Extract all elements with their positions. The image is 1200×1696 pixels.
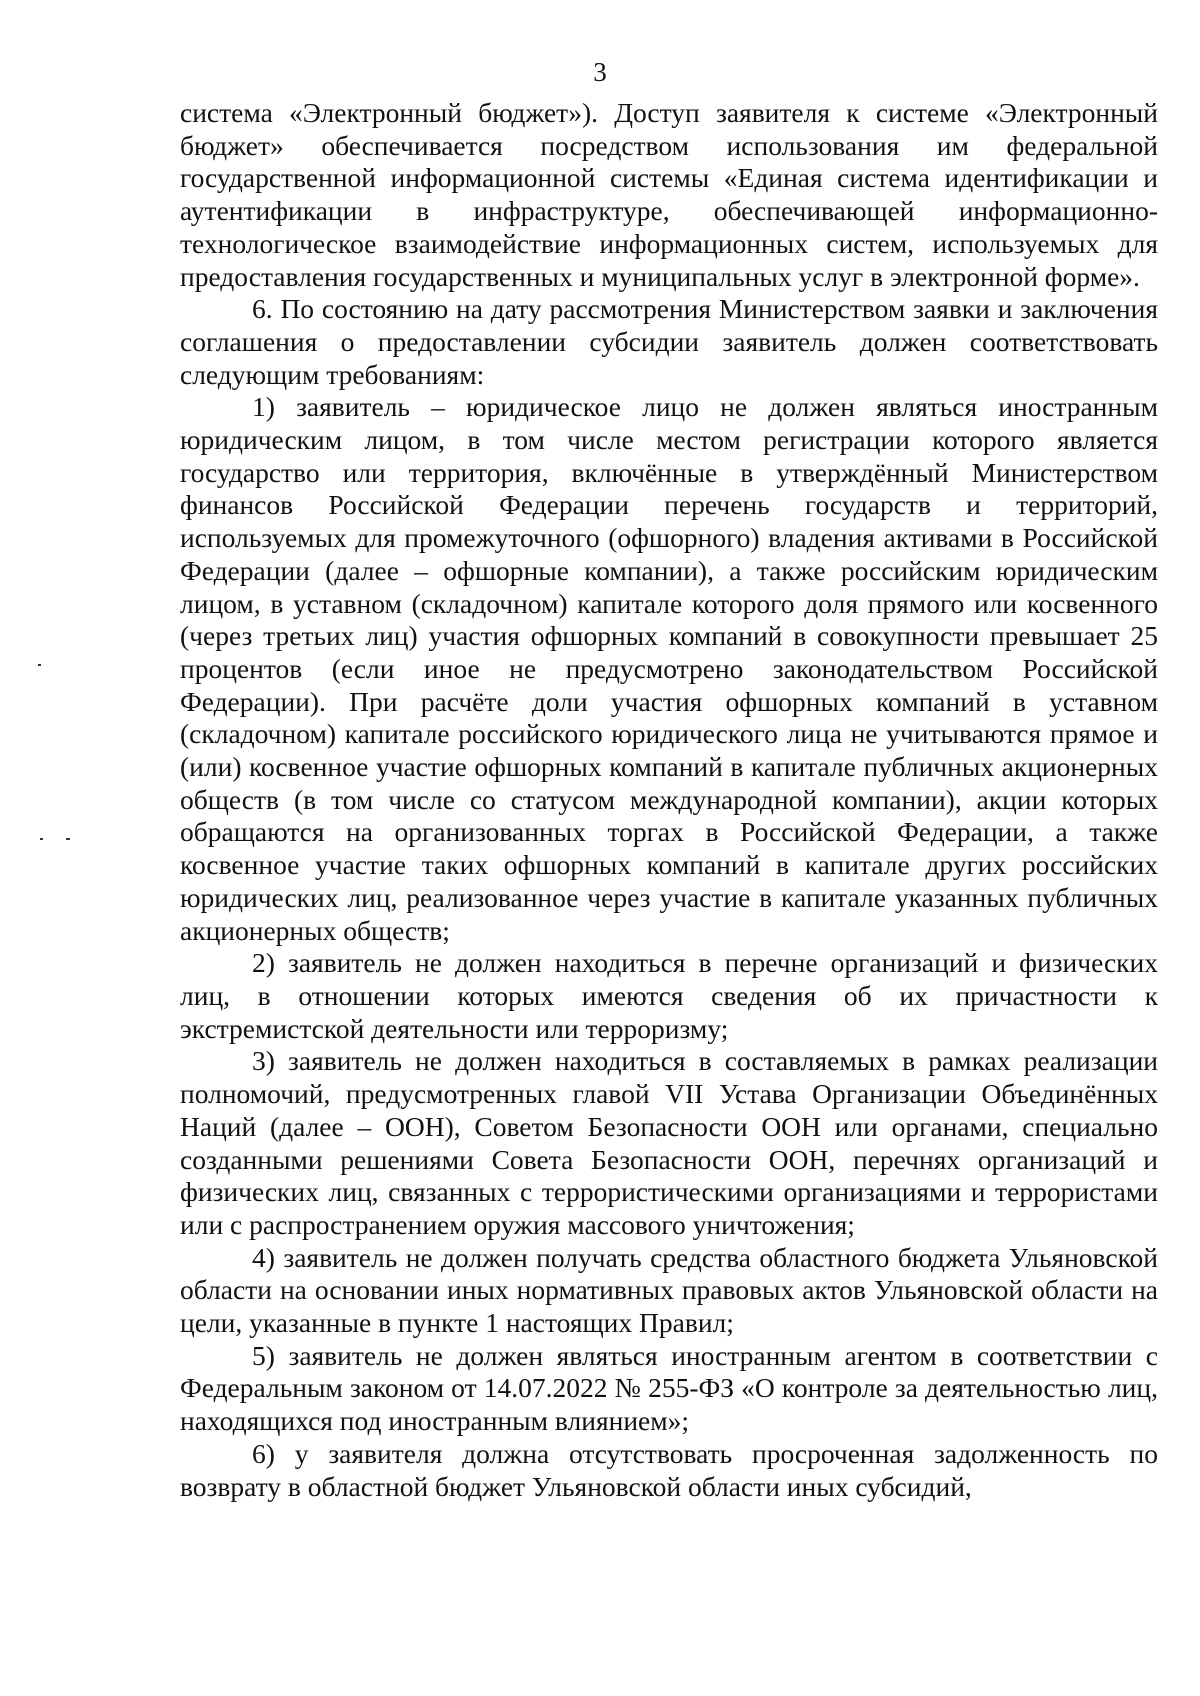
paragraph-subitem-6: 6) у заявителя должна отсутствовать просроченная задолженность по возврату в областной бюджет Ульяновской области иных субсидий, — [180, 1437, 1158, 1502]
scan-mark — [66, 838, 70, 840]
paragraph-subitem-3: 3) заявитель не должен находиться в составляемых в рамках реализации полномочий, предусмотренных главой VII Устава Организации Объединённых Наций (далее – ООН), Советом Безопасности ООН или органами, специально созданными решениями Совета Безопасности ООН, перечнях организаций и физических лиц, связанных с террористическими организациями и террористами или с распространением оружия массового уничтожения; — [180, 1045, 1158, 1240]
paragraph-subitem-1: 1) заявитель – юридическое лицо не должен являться иностранным юридическим лицом, в том числе местом регистрации которого является государство или территория, включённые в утверждённый Министерством финансов Российской Федерации перечень государств и территорий, используемых для промежуточного (офшорного) владения активами в Российской Федерации (далее – офшорные компании), а также российским юридическим лицом, в уставном (складочном) капитале которого доля прямого или косвенного (через третьих лиц) участия офшорных компаний в совокупности превышает 25 процентов (если иное не предусмотрено законодательством Российской Федерации). При расчёте доли участия офшорных компаний в уставном (складочном) капитале российского юридического лица не учитываются прямое и (или) косвенное участие офшорных компаний в капитале публичных акционерных обществ (в том числе со статусом международной компании), акции которых обращаются на организованных торгах в Российской Федерации, а также косвенное участие таких офшорных компаний в капитале других российских юридических лиц, реализованное через участие в капитале указанных публичных акционерных обществ; — [180, 391, 1158, 946]
scan-mark — [38, 664, 41, 666]
paragraph-subitem-4: 4) заявитель не должен получать средства областного бюджета Ульяновской области на основании иных нормативных правовых актов Ульяновской области на цели, указанные в пункте 1 настоящих Правил; — [180, 1241, 1158, 1339]
paragraph-subitem-2: 2) заявитель не должен находиться в перечне организаций и физических лиц, в отношении которых имеются сведения об их причастности к экстремистской деятельности или терроризму; — [180, 947, 1158, 1044]
paragraph-continuation: система «Электронный бюджет»). Доступ заявителя к системе «Электронный бюджет» обеспечивается посредством использования им федеральной государственной информационной системы «Единая система идентификации и аутентификации в инфраструктуре, обеспечивающей информационно-технологическое взаимодействие информационных систем, используемых для предоставления государственных и муниципальных услуг в электронной форме». — [180, 97, 1158, 292]
document-body — [180, 97, 1158, 1503]
page-number: 3 — [593, 57, 607, 87]
paragraph-subitem-5: 5) заявитель не должен являться иностранным агентом в соответствии с Федеральным законом от 14.07.2022 № 255-ФЗ «О контроле за деятельностью лиц, находящихся под иностранным влиянием»; — [180, 1339, 1158, 1437]
paragraph-item-6: 6. По состоянию на дату рассмотрения Министерством заявки и заключения соглашения о предоставлении субсидии заявитель должен соответствовать следующим требованиям: — [180, 293, 1158, 390]
scan-mark — [40, 838, 43, 840]
